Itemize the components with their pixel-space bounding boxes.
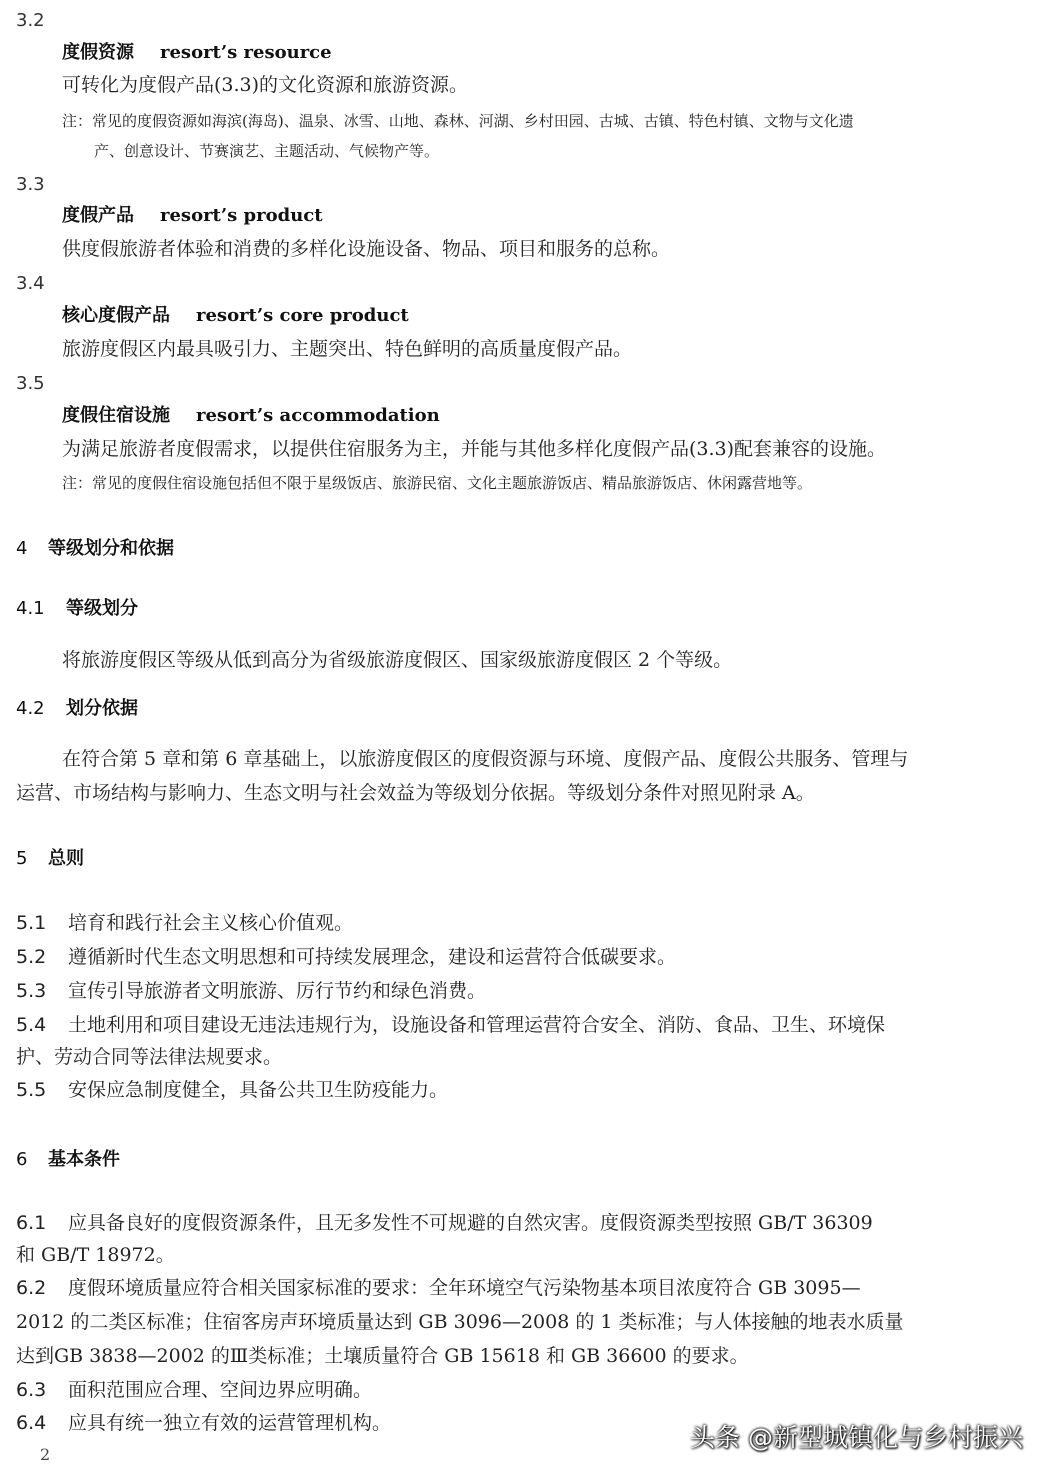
clause-text: 安保应急制度健全，具备公共卫生防疫能力。 [68, 1079, 449, 1101]
clause-line: 2012 的二类区标准；住宿客房声环境质量达到 GB 3096—2008 的 1 类标准；与人体接触的地表水质量 [16, 1311, 904, 1333]
section-heading [16, 1151, 120, 1169]
term-heading [62, 207, 323, 225]
section-title: 等级划分和依据 [48, 538, 174, 559]
clause-line [16, 1381, 372, 1400]
clause-text: 土地利用和项目建设无违法违规行为，设施设备和管理运营符合安全、消防、食品、卫生、环境保 [68, 1014, 886, 1036]
term-definition: 供度假旅游者体验和消费的多样化设施设备、物品、项目和服务的总称。 [62, 238, 671, 260]
term-heading [62, 407, 440, 425]
clause-text: 度假环境质量应符合相关国家标准的要求：全年环境空气污染物基本项目浓度符合 GB 3095— [68, 1277, 861, 1299]
clause-line: 护、劳动合同等法律法规要求。 [16, 1046, 283, 1068]
clause-line [16, 1414, 391, 1433]
paragraph-line: 在符合第 5 章和第 6 章基础上，以旅游度假区的度假资源与环境、度假产品、度假公共服务、管理与 [62, 748, 909, 770]
term-cn: 度假住宿设施 [62, 405, 170, 426]
clause-line: 达到GB 3838—2002 的Ⅲ类标准；土壤质量符合 GB 15618 和 GB 36600 的要求。 [16, 1345, 749, 1367]
section-title: 基本条件 [48, 1149, 120, 1170]
clause-line [16, 1279, 861, 1298]
term-en: resort’s core product [196, 305, 409, 326]
term-heading [62, 307, 409, 325]
clause-text: 应具备良好的度假资源条件，且无多发性不可规避的自然灾害。度假资源类型按照 GB/T 36309 [68, 1212, 873, 1234]
watermark: 头条 @新型城镇化与乡村振兴 [690, 1423, 1023, 1452]
clause-line [16, 948, 676, 967]
subsection-number: 4.2 [16, 698, 45, 719]
page-number: 2 [40, 1445, 51, 1464]
term-en: resort’s product [160, 205, 323, 226]
term-note-line: 注：常见的度假资源如海滨(海岛)、温泉、冰雪、山地、森林、河湖、乡村田园、古城、古镇、特色村镇、文物与文化遗 [62, 112, 854, 130]
clause-line [16, 1214, 873, 1233]
term-number: 3.4 [16, 273, 45, 294]
term-en: resort’s accommodation [196, 405, 440, 426]
term-note-line: 产、创意设计、节赛演艺、主题活动、气候物产等。 [94, 142, 440, 160]
section-number: 5 [16, 848, 28, 869]
term-number: 3.5 [16, 373, 45, 394]
subsection-title: 划分依据 [66, 698, 138, 719]
term-cn: 度假产品 [62, 205, 134, 226]
subsection-title: 等级划分 [66, 598, 138, 619]
clause-number: 6.2 [16, 1277, 47, 1299]
clause-number: 5.4 [16, 1014, 47, 1036]
term-heading [62, 44, 332, 62]
term-definition: 为满足旅游者度假需求，以提供住宿服务为主，并能与其他多样化度假产品(3.3)配套兼容的设施。 [62, 438, 887, 460]
clause-text: 面积范围应合理、空间边界应明确。 [68, 1379, 373, 1401]
subsection-number: 4.1 [16, 598, 45, 619]
term-cn: 度假资源 [62, 42, 134, 63]
term-note-line: 注：常见的度假住宿设施包括但不限于星级饭店、旅游民宿、文化主题旅游饭店、精品旅游饭店、休闲露营地等。 [62, 474, 813, 492]
paragraph-line: 将旅游度假区等级从低到高分为省级旅游度假区、国家级旅游度假区 2 个等级。 [62, 649, 733, 671]
clause-number: 6.3 [16, 1379, 47, 1401]
term-definition: 可转化为度假产品(3.3)的文化资源和旅游资源。 [62, 74, 469, 96]
subsection-heading [16, 700, 138, 718]
section-title: 总则 [48, 848, 84, 869]
subsection-heading [16, 600, 138, 618]
clause-number: 5.5 [16, 1079, 47, 1101]
clause-text: 遵循新时代生态文明思想和可持续发展理念，建设和运营符合低碳要求。 [68, 946, 677, 968]
clause-number: 6.4 [16, 1412, 47, 1434]
clause-line: 和 GB/T 18972。 [16, 1244, 175, 1266]
clause-text: 宣传引导旅游者文明旅游、厉行节约和绿色消费。 [68, 980, 487, 1002]
paragraph-line: 运营、市场结构与影响力、生态文明与社会效益为等级划分依据。等级划分条件对照见附录 A。 [16, 782, 815, 804]
section-heading [16, 540, 174, 558]
term-number: 3.3 [16, 174, 45, 195]
section-number: 4 [16, 538, 28, 559]
term-en: resort’s resource [160, 42, 332, 63]
clause-line [16, 1081, 448, 1100]
clause-line [16, 1016, 885, 1035]
term-definition: 旅游度假区内最具吸引力、主题突出、特色鲜明的高质量度假产品。 [62, 338, 633, 360]
clause-number: 5.2 [16, 946, 47, 968]
clause-number: 6.1 [16, 1212, 47, 1234]
clause-line [16, 914, 353, 933]
section-number: 6 [16, 1149, 28, 1170]
clause-text: 培育和践行社会主义核心价值观。 [68, 912, 354, 934]
clause-number: 5.3 [16, 980, 47, 1002]
clause-number: 5.1 [16, 912, 47, 934]
section-heading [16, 850, 84, 868]
clause-text: 应具有统一独立有效的运营管理机构。 [68, 1412, 392, 1434]
clause-line [16, 982, 486, 1001]
term-number: 3.2 [16, 10, 45, 31]
term-cn: 核心度假产品 [62, 305, 170, 326]
